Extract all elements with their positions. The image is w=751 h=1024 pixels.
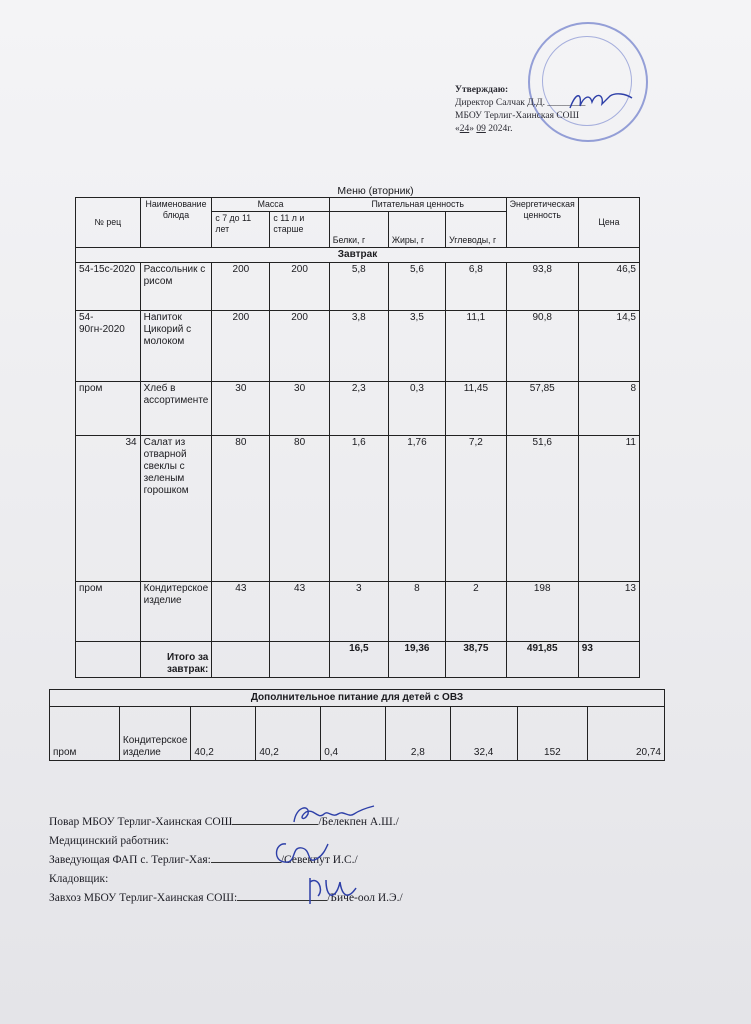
table-row: пром Хлеб в ассортименте 30 30 2,3 0,3 11,45 57,85 8 [76, 382, 640, 436]
signature-cook: Повар МБОУ Терлиг-Хаинская СОШ /Белекпен А.Ш./ [49, 812, 403, 832]
signature-supply: Завхоз МБОУ Терлиг-Хаинская СОШ: /Биче-оол И.Э./ [49, 888, 403, 908]
header-mass: Масса [212, 198, 329, 212]
header-fat: Жиры, г [388, 212, 445, 248]
section-breakfast: Завтрак [76, 248, 640, 263]
table-row: 34 Салат из отварной свеклы с зеленым горошком 80 80 1,6 1,76 7,2 51,6 11 [76, 436, 640, 582]
header-protein: Белки, г [329, 212, 388, 248]
header-price: Цена [578, 198, 639, 248]
table-row: пром Кондитерское изделие 43 43 3 8 2 198 13 [76, 582, 640, 642]
table-row: 54-15с-2020 Рассольник с рисом 200 200 5,8 5,6 6,8 93,8 46,5 [76, 263, 640, 311]
signature-storekeeper: Кладовщик: [49, 872, 109, 885]
approval-school: МБОУ Терлиг-Хаинская СОШ [455, 111, 580, 121]
table-row: пром Кондитерское изделие 40,2 40,2 0,4 2,8 32,4 152 20,74 [50, 707, 665, 761]
total-row: Итого за завтрак: 16,5 19,36 38,75 491,85 93 [76, 642, 640, 678]
header-num: № рец [76, 198, 141, 248]
menu-table [75, 197, 640, 678]
extra-table [49, 689, 665, 761]
header-name: Наименование блюда [140, 198, 212, 248]
fap-signature-icon [262, 836, 332, 872]
director-signature-icon [566, 88, 636, 114]
header-mass-old: с 11 л и старше [270, 212, 329, 248]
supply-signature-icon [296, 870, 366, 910]
header-carbs: Углеводы, г [446, 212, 507, 248]
section-extra: Дополнительное питание для детей с ОВЗ [50, 690, 665, 707]
signature-medic: Медицинский работник: [49, 834, 169, 847]
header-mass-young: с 7 до 11 лет [212, 212, 270, 248]
approval-date: «24» 09 2024г. [455, 124, 513, 134]
table-row: 54-90гн-2020 Напиток Цикорий с молоком 200 200 3,8 3,5 11,1 90,8 14,5 [76, 311, 640, 382]
signature-fap: Заведующая ФАП с. Терлиг-Хая: /Севекпут И.С./ [49, 850, 403, 870]
total-label: Итого за завтрак: [140, 642, 212, 678]
cook-signature-icon [288, 800, 378, 830]
header-energy: Энергетическая ценность [506, 198, 578, 248]
header-nutrition: Питательная ценность [329, 198, 506, 212]
approval-heading: Утверждаю: [455, 85, 509, 95]
approval-director: Директор Салчак Д.Д. ________ [455, 98, 586, 108]
menu-title: Меню (вторник) [337, 185, 414, 197]
